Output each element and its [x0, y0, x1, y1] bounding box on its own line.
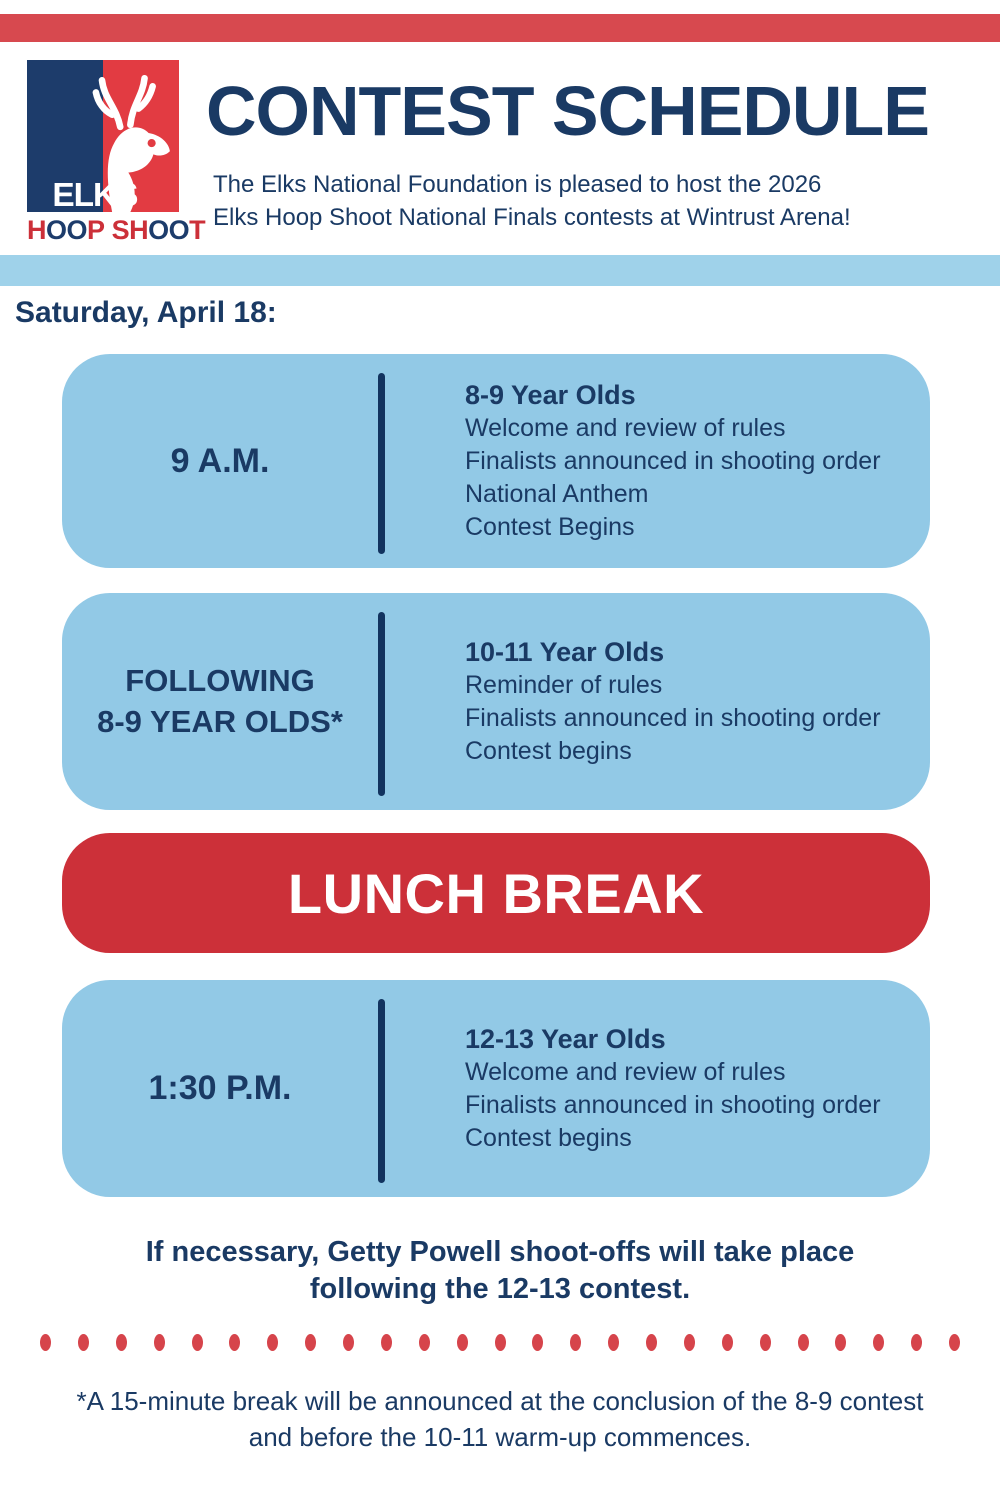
footnote-line-1: *A 15-minute break will be announced at the conclusion of the 8-9 contest: [76, 1386, 924, 1416]
card-detail-line: Contest Begins: [465, 512, 635, 541]
divider-dot: [835, 1334, 846, 1351]
shootoff-note-line-1: If necessary, Getty Powell shoot-offs will take place: [145, 1236, 855, 1268]
divider-dot: [78, 1334, 89, 1351]
divider-dot: [570, 1334, 581, 1351]
card-detail-line: Contest begins: [465, 736, 632, 765]
divider-dot: [419, 1334, 430, 1351]
divider-dot: [532, 1334, 543, 1351]
card-details: [385, 354, 930, 568]
divider-dot: [873, 1334, 884, 1351]
date-heading: Saturday, April 18:: [15, 296, 277, 329]
page-title: CONTEST SCHEDULE: [206, 72, 929, 150]
card-divider: [378, 999, 385, 1183]
card-details: [385, 980, 930, 1197]
divider-dot: [381, 1334, 392, 1351]
card-time-zone: [62, 593, 378, 810]
card-detail-line: Contest begins: [465, 1123, 632, 1152]
card-detail-line: Welcome and review of rules: [465, 1057, 786, 1086]
logo-wordmark: HOOP SHOOT: [27, 215, 206, 245]
lunch-break-banner: LUNCH BREAK: [62, 833, 930, 953]
divider-dot: [495, 1334, 506, 1351]
card-time: 1:30 P.M.: [148, 1069, 292, 1108]
card-time-zone: [62, 354, 378, 568]
card-detail-line: 8-9 Year Olds: [465, 379, 636, 410]
divider-dot: [229, 1334, 240, 1351]
elk-head-icon: [27, 60, 179, 212]
card-time: FOLLOWING 8-9 YEAR OLDS*: [97, 663, 343, 739]
top-red-bar: [0, 14, 1000, 42]
card-time-zone: [62, 980, 378, 1197]
shootoff-note: [0, 1234, 1000, 1308]
divider-dot: [798, 1334, 809, 1351]
card-detail-line: Finalists announced in shooting order: [465, 446, 881, 475]
card-detail-line: 10-11 Year Olds: [465, 636, 665, 667]
schedule-card-9am: [62, 354, 930, 568]
footnote: [0, 1383, 1000, 1455]
divider-dot: [305, 1334, 316, 1351]
divider-dot: [154, 1334, 165, 1351]
elks-hoop-shoot-logo: [27, 60, 206, 246]
divider-dot: [192, 1334, 203, 1351]
card-divider: [378, 373, 385, 554]
divider-dot: [457, 1334, 468, 1351]
dotted-divider: [40, 1334, 960, 1351]
subtitle-line-2: Elks Hoop Shoot National Finals contests at Wintrust Arena!: [213, 204, 851, 231]
divider-dot: [949, 1334, 960, 1351]
card-detail-line: 12-13 Year Olds: [465, 1023, 666, 1054]
card-detail-line: Finalists announced in shooting order: [465, 703, 881, 732]
subtitle: [213, 168, 851, 234]
card-detail-line: Welcome and review of rules: [465, 413, 786, 442]
divider-dot: [646, 1334, 657, 1351]
card-detail-line: Finalists announced in shooting order: [465, 1090, 881, 1119]
card-divider: [378, 612, 385, 796]
schedule-card-130pm: [62, 980, 930, 1197]
divider-dot: [267, 1334, 278, 1351]
subtitle-line-1: The Elks National Foundation is pleased to host the 2026: [213, 171, 822, 198]
shootoff-note-line-2: following the 12-13 contest.: [309, 1273, 691, 1305]
schedule-card-following: [62, 593, 930, 810]
divider-dot: [760, 1334, 771, 1351]
divider-dot: [343, 1334, 354, 1351]
divider-dot: [608, 1334, 619, 1351]
blue-divider-bar: [0, 255, 1000, 286]
divider-dot: [911, 1334, 922, 1351]
card-detail-line: National Anthem: [465, 479, 649, 508]
card-details: [385, 593, 930, 810]
divider-dot: [116, 1334, 127, 1351]
card-detail-line: Reminder of rules: [465, 670, 663, 699]
divider-dot: [684, 1334, 695, 1351]
divider-dot: [722, 1334, 733, 1351]
card-time: 9 A.M.: [170, 441, 270, 480]
divider-dot: [40, 1334, 51, 1351]
footnote-line-2: and before the 10-11 warm-up commences.: [248, 1422, 752, 1452]
logo-elks-text: ELKS: [52, 176, 138, 212]
